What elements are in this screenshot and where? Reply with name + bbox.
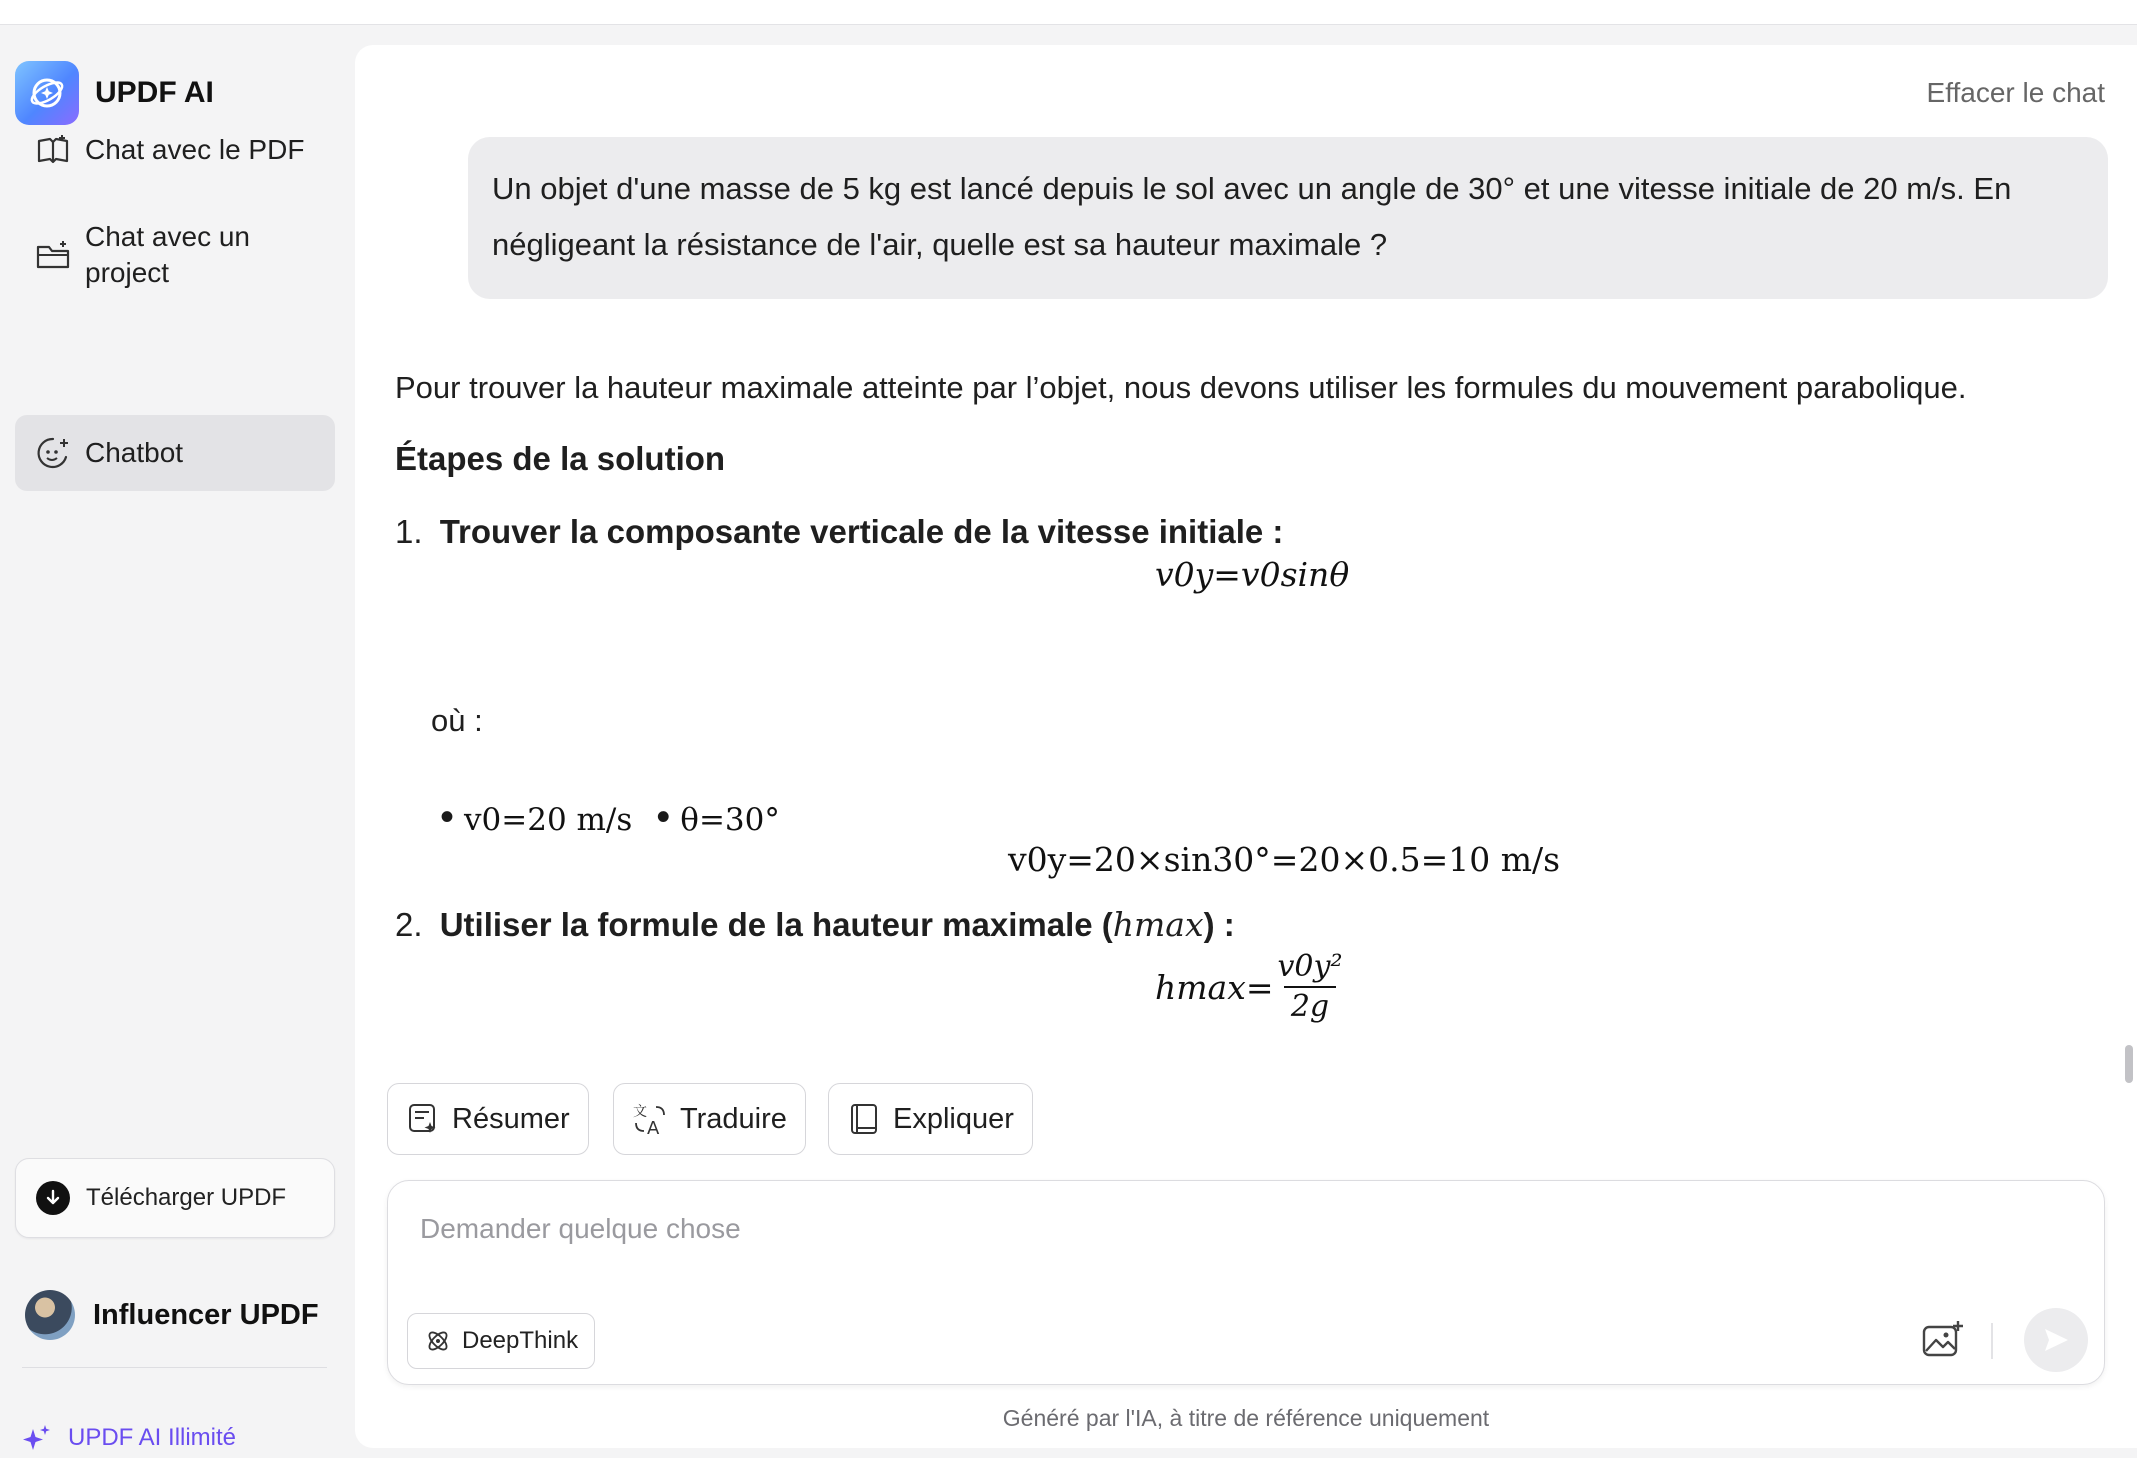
where-label: où :: [431, 703, 483, 738]
image-upload-icon[interactable]: [1920, 1318, 1966, 1364]
avatar: [25, 1290, 75, 1340]
scrollbar-thumb[interactable]: [2125, 1045, 2133, 1083]
step-1-title: [395, 513, 2095, 551]
equation-v0y-computed: v0y=20×sin30°=20×0.5=10 m/s: [1008, 840, 1561, 879]
brand-title: UPDF AI: [95, 76, 214, 109]
message-composer: [387, 1180, 2105, 1385]
explain-button[interactable]: [828, 1083, 1033, 1155]
sidebar-item-chatbot[interactable]: [15, 415, 335, 491]
composer-divider: [1991, 1323, 1993, 1359]
book-icon: [847, 1102, 881, 1136]
step-number: 2.: [395, 906, 423, 943]
step-title-text: Trouver la composante verticale de la vitesse initiale :: [439, 513, 1284, 550]
brand[interactable]: [15, 61, 214, 125]
sidebar-item-chat-project[interactable]: [15, 200, 335, 310]
variables-list: [440, 795, 780, 840]
answer-heading: Étapes de la solution: [395, 440, 726, 477]
download-updf-button[interactable]: [15, 1158, 335, 1238]
equation-fraction: [1277, 950, 1342, 1024]
fraction-bar: [1284, 986, 1336, 988]
user-profile[interactable]: [25, 1290, 319, 1340]
sidebar: [0, 25, 355, 1458]
bullet-dot: •: [656, 795, 671, 839]
upgrade-link[interactable]: [22, 1423, 236, 1453]
atom-icon: [424, 1327, 452, 1355]
fraction-numerator: v0y²: [1277, 949, 1343, 984]
svg-text:文: 文: [633, 1104, 647, 1120]
fraction-denominator: 2g: [1290, 989, 1330, 1024]
sidebar-divider: [22, 1367, 327, 1368]
chat-panel: [355, 45, 2137, 1448]
user-name: Influencer UPDF: [93, 1298, 319, 1331]
user-message-bubble: Un objet d'une masse de 5 kg est lancé depuis le sol avec un angle de 30° et une vitesse initiale de 20 m/s. En négligeant la résistance de l'air, quelle est sa hauteur maximale ?: [468, 137, 2108, 299]
answer-intro: Pour trouver la hauteur maximale atteinte par l’objet, nous devons utiliser les formules du mouvement parabolique.: [395, 370, 1967, 405]
summarize-label: Résumer: [452, 1102, 570, 1135]
explain-label: Expliquer: [893, 1102, 1014, 1135]
equation-lhs: hmax=: [1155, 967, 1274, 1007]
svg-text:A: A: [647, 1118, 660, 1137]
equation-v0y: v0y=v0sinθ: [1155, 555, 1350, 594]
variable-theta: θ=30°: [680, 802, 780, 838]
clear-chat-button[interactable]: Effacer le chat: [1926, 77, 2105, 108]
sidebar-item-label: Chatbot: [85, 437, 184, 468]
translate-label: Traduire: [680, 1102, 787, 1135]
message-input[interactable]: [418, 1211, 2018, 1261]
sidebar-item-label: Chat avec un project: [85, 221, 250, 288]
bullet-dot: •: [440, 795, 455, 839]
sidebar-item-label: Chat avec le PDF: [85, 134, 305, 165]
summarize-button[interactable]: [387, 1083, 589, 1155]
summarize-icon: [406, 1102, 440, 1136]
book-open-icon: [35, 132, 71, 168]
chatbot-icon: [35, 435, 71, 471]
variable-v0: v0=20 m/s: [464, 802, 633, 838]
sidebar-item-chat-pdf[interactable]: [15, 117, 335, 183]
equation-hmax: [1155, 950, 1343, 1024]
deepthink-label: DeepThink: [462, 1327, 579, 1354]
step-title-suffix: ) :: [1203, 906, 1235, 943]
download-icon: [36, 1181, 70, 1215]
step-number: 1.: [395, 513, 423, 550]
ai-disclaimer: Généré par l'IA, à titre de référence uniquement: [1002, 1405, 1490, 1431]
folder-icon: [35, 237, 71, 273]
step-title-variable: hmax: [1112, 905, 1204, 944]
deepthink-toggle[interactable]: [407, 1313, 595, 1369]
updf-ai-logo-icon: [15, 61, 79, 125]
upgrade-label: UPDF AI Illimité: [68, 1424, 237, 1451]
step-2-title: [395, 905, 2095, 944]
window-top-bar: [0, 0, 2137, 25]
step-title-text: Utiliser la formule de la hauteur maximale (: [439, 906, 1113, 943]
translate-icon: [632, 1101, 668, 1137]
send-icon: [2041, 1325, 2071, 1355]
download-label: Télécharger UPDF: [86, 1184, 287, 1211]
sparkle-icon: [22, 1423, 52, 1453]
translate-button[interactable]: [613, 1083, 806, 1155]
send-button[interactable]: [2024, 1308, 2088, 1372]
